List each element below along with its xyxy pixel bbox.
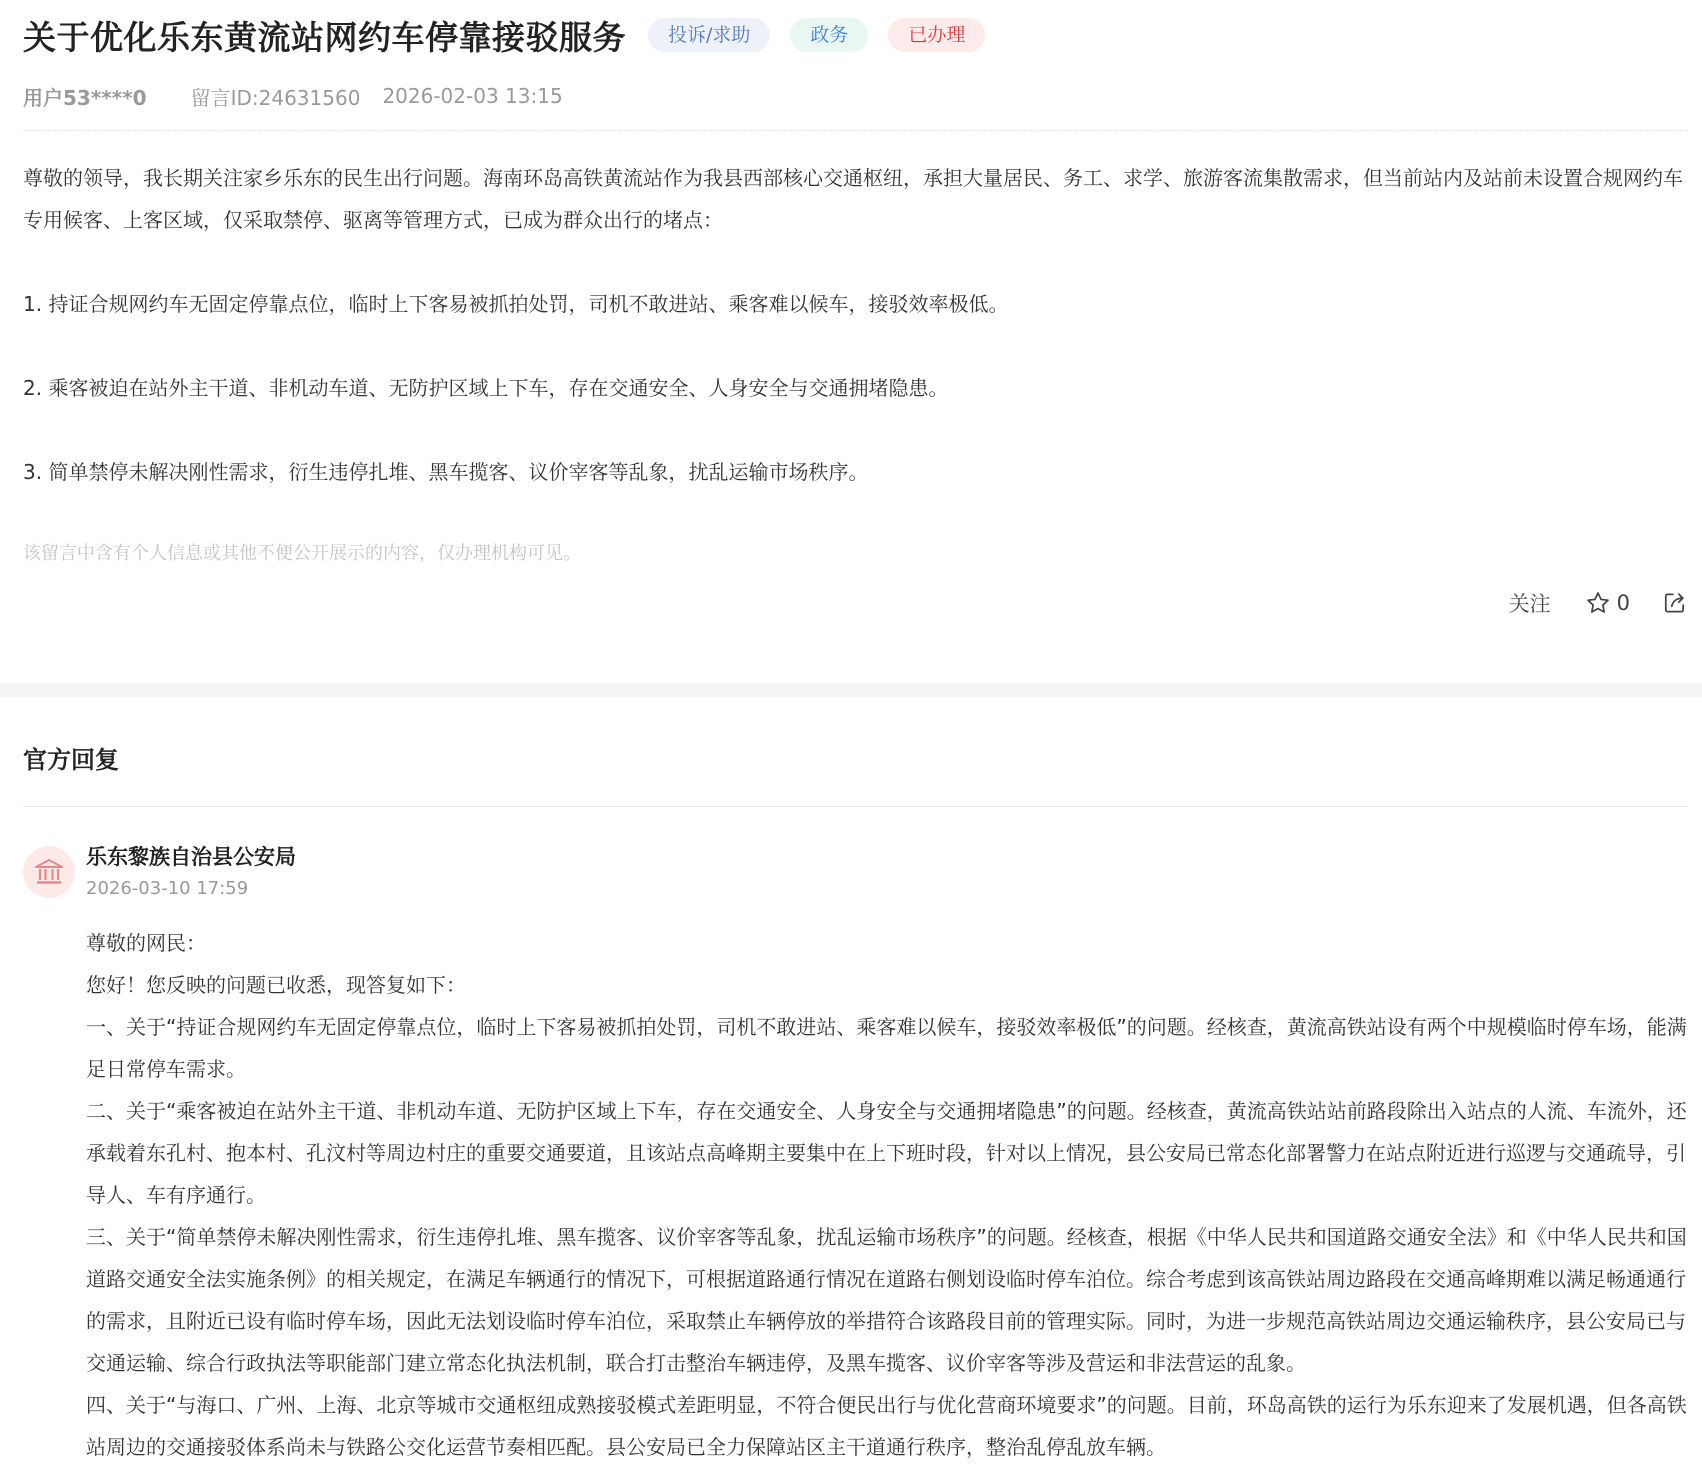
title-row [23,0,1688,70]
message-id: 留言ID:24631560 [190,85,361,110]
tag-category[interactable]: 投诉/求助 [648,18,770,52]
reply-org-header [23,843,296,901]
message-section [23,0,1688,575]
reply-divider [23,806,1688,807]
reply-datetime: 2026-03-10 17:59 [86,878,249,899]
org-avatar [23,846,75,898]
star-outline-icon [1585,590,1611,616]
private-info-note: 该留言中含有个人信息或其他不便公开展示的内容，仅办理机构可见。 [23,543,581,564]
message-datetime: 2026-02-03 13:15 [382,84,563,108]
tag-status: 已办理 [888,18,985,52]
official-reply-title: 官方回复 [23,746,119,774]
meta-row [23,70,1688,122]
reply-paragraph: 一、关于“持证合规网约车无固定停靠点位，临时上下客易被抓拍处罚，司机不敢进站、乘客难以候车，接驳效率极低”的问题。经核查，黄流高铁站设有两个中规模临时停车场，能满足日常停车需求。 [86,1015,1687,1081]
reply-paragraph: 您好！您反映的问题已收悉，现答复如下： [86,973,466,997]
message-title: 关于优化乐东黄流站网约车停靠接驳服务 [23,17,626,57]
reply-body [86,922,1688,1468]
star-button[interactable] [1585,590,1630,616]
message-paragraph: 尊敬的领导，我长期关注家乡乐东的民生出行问题。海南环岛高铁黄流站作为我县西部核心交通枢纽，承担大量居民、务工、求学、旅游客流集散需求，但当前站内及站前未设置合规网约车专用候客、上客区域，仅采取禁停、驱离等管理方式，已成为群众出行的堵点： [23,166,1683,232]
message-paragraph: 2. 乘客被迫在站外主干道、非机动车道、无防护区域上下车，存在交通安全、人身安全与交通拥堵隐患。 [23,376,949,400]
reply-paragraph: 尊敬的网民： [86,931,206,955]
message-paragraph: 1. 持证合规网约车无固定停靠点位，临时上下客易被抓拍处罚，司机不敢进站、乘客难以候车，接驳效率极低。 [23,292,1009,316]
follow-button[interactable]: 关注 [1508,592,1551,616]
author-name: 用户53****0 [23,85,147,110]
reply-paragraph: 二、关于“乘客被迫在站外主干道、非机动车道、无防护区域上下车，存在交通安全、人身安全与交通拥堵隐患”的问题。经核查，黄流高铁站站前路段除出入站点的人流、车流外，还承载着东孔村、抱本村、孔汶村等周边村庄的重要交通要道，且该站点高峰期主要集中在上下班时段，针对以上情况，县公安局已常态化部署警力在站点附近进行巡逻与交通疏导，引导人、车有序通行。 [86,1099,1687,1207]
share-button[interactable] [1662,590,1688,616]
share-icon [1662,590,1688,616]
org-name: 乐东黎族自治县公安局 [86,845,296,869]
message-paragraph: 3. 简单禁停未解决刚性需求，衍生违停扎堆、黑车揽客、议价宰客等乱象，扰乱运输市场秩序。 [23,460,869,484]
tag-domain[interactable]: 政务 [790,18,868,52]
meta-divider [23,130,1688,131]
org-info [86,843,296,901]
message-body [23,157,1688,493]
section-divider [0,683,1702,697]
reply-paragraph: 三、关于“简单禁停未解决刚性需求，衍生违停扎堆、黑车揽客、议价宰客等乱象，扰乱运输市场秩序”的问题。经核查，根据《中华人民共和国道路交通安全法》和《中华人民共和国道路交通安全法实施条例》的相关规定，在满足车辆通行的情况下，可根据道路通行情况在道路右侧划设临时停车泊位。综合考虑到该高铁站周边路段在交通高峰期难以满足畅通通行的需求，且附近已设有临时停车场，因此无法划设临时停车泊位，采取禁止车辆停放的举措符合该路段目前的管理实际。同时，为进一步规范高铁站周边交通运输秩序，县公安局已与交通运输、综合行政执法等职能部门建立常态化执法机制，联合打击整治车辆违停，及黑车揽客、议价宰客等涉及营运和非法营运的乱象。 [86,1225,1687,1375]
reply-paragraph: 四、关于“与海口、广州、上海、北京等城市交通枢纽成熟接驳模式差距明显，不符合便民出行与优化营商环境要求”的问题。目前，环岛高铁的运行为乐东迎来了发展机遇，但各高铁站周边的交通接驳体系尚未与铁路公交化运营节奏相匹配。县公安局已全力保障站区主干道通行秩序，整治乱停乱放车辆。 [86,1393,1687,1459]
government-building-icon [33,856,65,888]
star-count: 0 [1616,591,1630,615]
message-actions [1509,588,1688,618]
